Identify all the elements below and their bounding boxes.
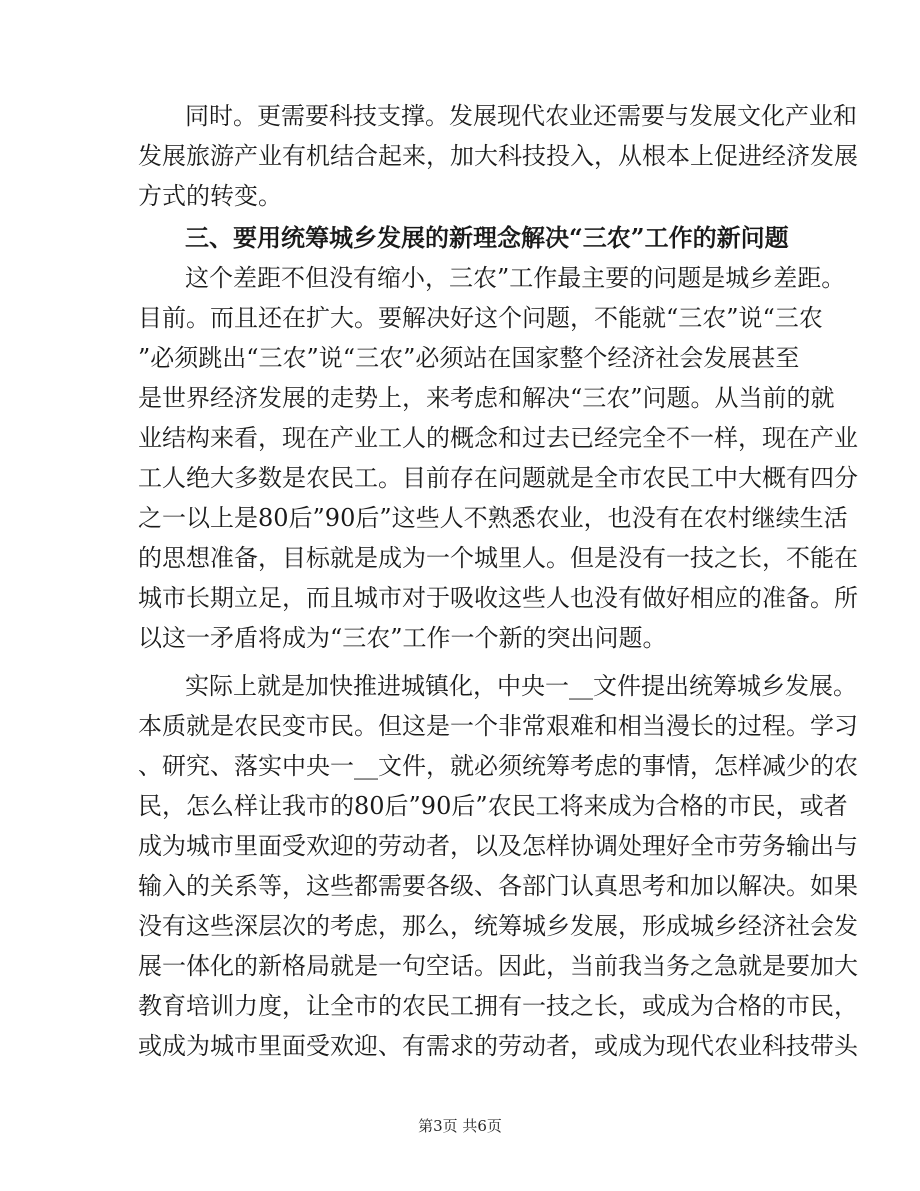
text-line: 的思想准备，目标就是成为一个城里人。但是没有一技之长，不能在 [138,544,858,572]
text-line: 业结构来看，现在产业工人的概念和过去已经完全不一样，现在产业 [138,424,858,452]
text-line: 展一体化的新格局就是一句空话。因此，当前我当务之急就是要加大 [138,952,858,980]
text-line: ”必须跳出“三农”说“三农”必须站在国家整个经济社会发展甚至 [138,344,800,372]
text-line: 输入的关系等，这些都需要各级、各部门认真思考和加以解决。如果 [138,872,858,900]
text-line: 城市长期立足，而且城市对于吸收这些人也没有做好相应的准备。所 [138,584,858,612]
text-line: 成为城市里面受欢迎的劳动者，以及怎样协调处理好全市劳务输出与 [138,832,858,860]
text-line: 、研究、落实中央一__文件，就必须统筹考虑的事情，怎样减少的农 [138,752,858,780]
text-line: 目前。而且还在扩大。要解决好这个问题，不能就“三农”说“三农 [138,304,823,332]
text-line: 方式的转变。 [138,182,282,210]
text-line: 本质就是农民变市民。但这是一个非常艰难和相当漫长的过程。学习 [138,712,858,740]
text-line: 是世界经济发展的走势上，来考虑和解决“三农”问题。从当前的就 [138,384,835,412]
paragraph-2 [138,258,858,658]
text-line: 之一以上是80后”90后”这些人不熟悉农业，也没有在农村继续生活 [138,504,848,532]
text-line: 这个差距不但没有缩小，三农”工作最主要的问题是城乡差距。 [185,264,846,292]
text-line: 教育培训力度，让全市的农民工拥有一技之长，或成为合格的市民， [138,992,858,1020]
section-heading-block [138,218,789,258]
text-line: 或成为城市里面受欢迎、有需求的劳动者，或成为现代农业科技带头 [138,1032,858,1060]
text-line: 实际上就是加快推进城镇化，中央一__文件提出统筹城乡发展。 [185,672,857,700]
paragraph-3 [138,666,858,1066]
text-line: 工人绝大多数是农民工。目前存在问题就是全市农民工中大概有四分 [138,464,858,492]
paragraph-1 [138,96,858,216]
section-heading: 三、要用统筹城乡发展的新理念解决“三农”工作的新问题 [185,223,789,252]
document-page [138,96,858,1066]
text-line: 同时。更需要科技支撑。发展现代农业还需要与发展文化产业和 [185,102,857,130]
page-number: 第3页 共6页 [418,1117,502,1135]
text-line: 民，怎么样让我市的80后”90后”农民工将来成为合格的市民，或者 [138,792,848,820]
text-line: 发展旅游产业有机结合起来，加大科技投入，从根本上促进经济发展 [138,142,858,170]
text-line: 以这一矛盾将成为“三农”工作一个新的突出问题。 [138,624,667,652]
text-line: 没有这些深层次的考虑，那么，统筹城乡发展，形成城乡经济社会发 [138,912,858,940]
